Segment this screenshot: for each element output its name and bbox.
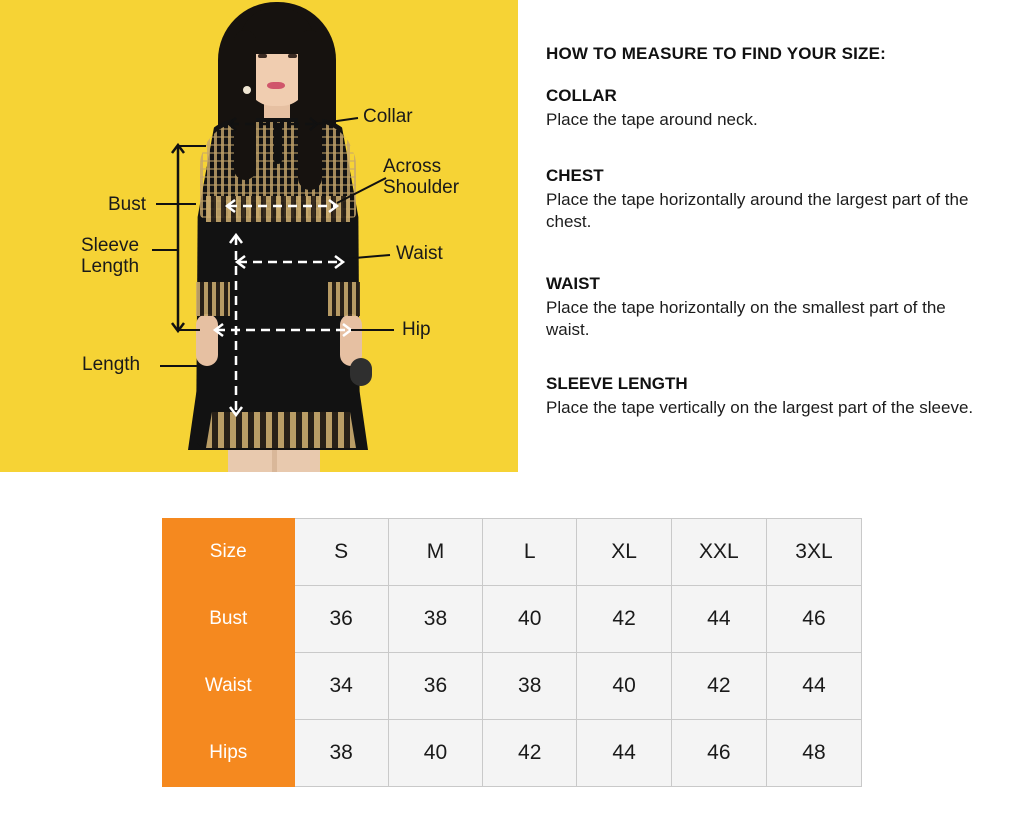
table-cell: 42: [483, 720, 577, 787]
table-row-header: [163, 519, 862, 586]
table-cell: 36: [294, 586, 388, 653]
table-row: [163, 720, 862, 787]
table-cell: 44: [577, 720, 671, 787]
instructions-panel: [546, 0, 1006, 472]
table-row: [163, 586, 862, 653]
label-across-shoulder-line2: Shoulder: [383, 177, 460, 198]
instruction-block-chest: [546, 166, 976, 233]
model-diagram-panel: [0, 0, 518, 472]
table-cell: 40: [483, 586, 577, 653]
table-cell: 38: [388, 586, 482, 653]
table-cell: 34: [294, 653, 388, 720]
table-cell: 40: [388, 720, 482, 787]
instruction-heading-waist: WAIST: [546, 274, 600, 293]
label-sleeve-length-line2: Length: [80, 256, 140, 277]
label-across-shoulder-line1: Across: [383, 156, 442, 177]
table-rowhead-hips: Hips: [163, 720, 295, 787]
table-cell: 38: [483, 653, 577, 720]
label-across-shoulder: [383, 156, 493, 198]
label-collar: Collar: [363, 106, 413, 127]
table-cell: 44: [671, 586, 766, 653]
table-row: [163, 653, 862, 720]
table-header-3xl: 3XL: [766, 519, 861, 586]
table-rowhead-bust: Bust: [163, 586, 295, 653]
table-cell: 40: [577, 653, 671, 720]
table-cell: 36: [388, 653, 482, 720]
label-hip: Hip: [402, 319, 431, 340]
table-cell: 46: [766, 586, 861, 653]
table-rowhead-waist: Waist: [163, 653, 295, 720]
label-length: Length: [82, 354, 141, 375]
instructions-title: HOW TO MEASURE TO FIND YOUR SIZE:: [546, 44, 887, 63]
table-cell: 42: [671, 653, 766, 720]
label-sleeve-length: [62, 235, 158, 277]
table-header-size: Size: [163, 519, 295, 586]
instruction-text-collar: Place the tape around neck.: [546, 110, 758, 129]
instruction-block-waist: [546, 274, 976, 341]
table-header-xxl: XXL: [671, 519, 766, 586]
instruction-heading-sleeve-length: SLEEVE LENGTH: [546, 374, 688, 393]
table-header-xl: XL: [577, 519, 671, 586]
table-header-s: S: [294, 519, 388, 586]
instruction-text-waist: Place the tape horizontally on the smallest part of the waist.: [546, 298, 946, 339]
instruction-block-sleeve-length: [546, 374, 976, 419]
label-waist: Waist: [396, 243, 443, 264]
table-header-l: L: [483, 519, 577, 586]
table-cell: 48: [766, 720, 861, 787]
table-cell: 42: [577, 586, 671, 653]
instruction-text-sleeve-length: Place the tape vertically on the largest part of the sleeve.: [546, 398, 974, 417]
table-cell: 46: [671, 720, 766, 787]
instruction-heading-collar: COLLAR: [546, 86, 617, 105]
label-sleeve-length-line1: Sleeve: [80, 235, 140, 256]
instruction-heading-chest: CHEST: [546, 166, 604, 185]
size-chart-table: [162, 518, 862, 787]
instruction-text-chest: Place the tape horizontally around the largest part of the chest.: [546, 190, 969, 231]
table-cell: 44: [766, 653, 861, 720]
table-cell: 38: [294, 720, 388, 787]
table-header-m: M: [388, 519, 482, 586]
label-bust: Bust: [108, 194, 147, 215]
instruction-block-collar: [546, 86, 976, 131]
